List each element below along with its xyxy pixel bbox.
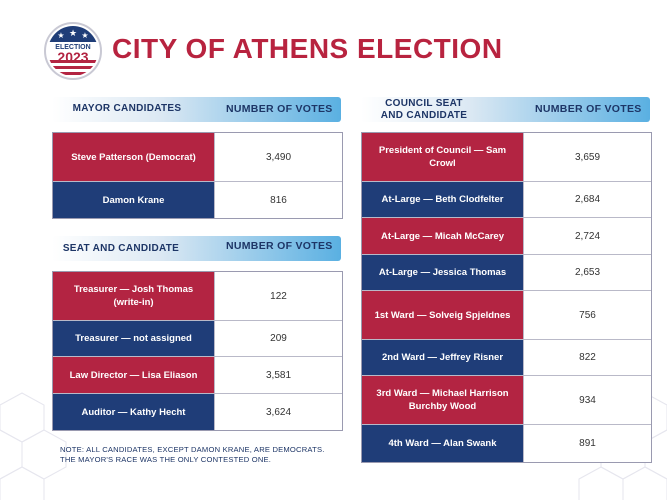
badge-year: 2023: [57, 49, 89, 65]
table-row: [362, 376, 651, 425]
candidate-name: At-Large — Micah McCarey: [362, 218, 523, 254]
table-row: [53, 182, 342, 218]
candidate-name: President of Council — Sam Crowl: [362, 133, 523, 181]
candidate-name: Steve Patterson (Democrat): [53, 133, 214, 181]
table-row: [53, 394, 342, 430]
candidate-name: 4th Ward — Alan Swank: [362, 425, 523, 462]
table-row: [362, 218, 651, 255]
table-row: [362, 182, 651, 218]
table-row: [362, 291, 651, 340]
vote-count: 816: [214, 182, 342, 218]
vote-count: 3,659: [523, 133, 651, 181]
page-title: CITY OF ATHENS ELECTION: [112, 33, 503, 64]
table-row: [362, 340, 651, 376]
candidate-name: 2nd Ward — Jeffrey Risner: [362, 340, 523, 375]
vote-count: 756: [523, 291, 651, 339]
candidate-name: 3rd Ward — Michael Harrison Burchby Wood: [362, 376, 523, 424]
candidate-name: 1st Ward — Solveig Spjeldnes: [362, 291, 523, 339]
vote-count: 822: [523, 340, 651, 375]
seats-column-label: SEAT AND CANDIDATE: [62, 243, 180, 254]
footnote-line-2: THE MAYOR'S RACE WAS THE ONLY CONTESTED ONE.: [60, 454, 272, 464]
table-row: [362, 133, 651, 182]
svg-text:★: ★: [81, 31, 89, 40]
candidate-name: Law Director — Lisa Eliason: [53, 357, 214, 393]
vote-count: 3,624: [214, 394, 342, 430]
mayor-column-label: MAYOR CANDIDATES: [72, 103, 182, 114]
vote-count: 2,724: [523, 218, 651, 254]
seats-table: [52, 271, 343, 431]
table-row: [53, 357, 342, 394]
election-badge-icon: [44, 22, 102, 80]
vote-count: 934: [523, 376, 651, 424]
council-votes-label: NUMBER OF VOTES: [535, 103, 642, 115]
council-column-label: COUNCIL SEAT AND CANDIDATE: [380, 98, 468, 121]
mayor-votes-label: NUMBER OF VOTES: [226, 103, 333, 115]
table-row: [53, 272, 342, 321]
vote-count: 3,581: [214, 357, 342, 393]
candidate-name: Treasurer — not assigned: [53, 321, 214, 356]
table-row: [362, 425, 651, 462]
candidate-name: Auditor — Kathy Hecht: [53, 394, 214, 430]
svg-text:★: ★: [68, 28, 78, 38]
candidate-name: Treasurer — Josh Thomas (write-in): [53, 272, 214, 320]
badge-word: ELECTION: [55, 44, 91, 51]
vote-count: 209: [214, 321, 342, 356]
svg-text:★: ★: [57, 31, 65, 40]
vote-count: 2,684: [523, 182, 651, 217]
table-row: [53, 321, 342, 357]
footnote-line-1: NOTE: ALL CANDIDATES, EXCEPT DAMON KRANE, ARE DEMOCRATS.: [60, 445, 325, 454]
candidate-name: At-Large — Beth Clodfelter: [362, 182, 523, 217]
table-row: [53, 133, 342, 182]
footnote: [60, 445, 360, 464]
vote-count: 2,653: [523, 255, 651, 290]
table-row: [362, 255, 651, 291]
candidate-name: Damon Krane: [53, 182, 214, 218]
seats-votes-label: NUMBER OF VOTES: [226, 240, 333, 252]
council-table: [361, 132, 652, 463]
vote-count: 3,490: [214, 133, 342, 181]
vote-count: 122: [214, 272, 342, 320]
mayor-table: [52, 132, 343, 219]
vote-count: 891: [523, 425, 651, 462]
candidate-name: At-Large — Jessica Thomas: [362, 255, 523, 290]
